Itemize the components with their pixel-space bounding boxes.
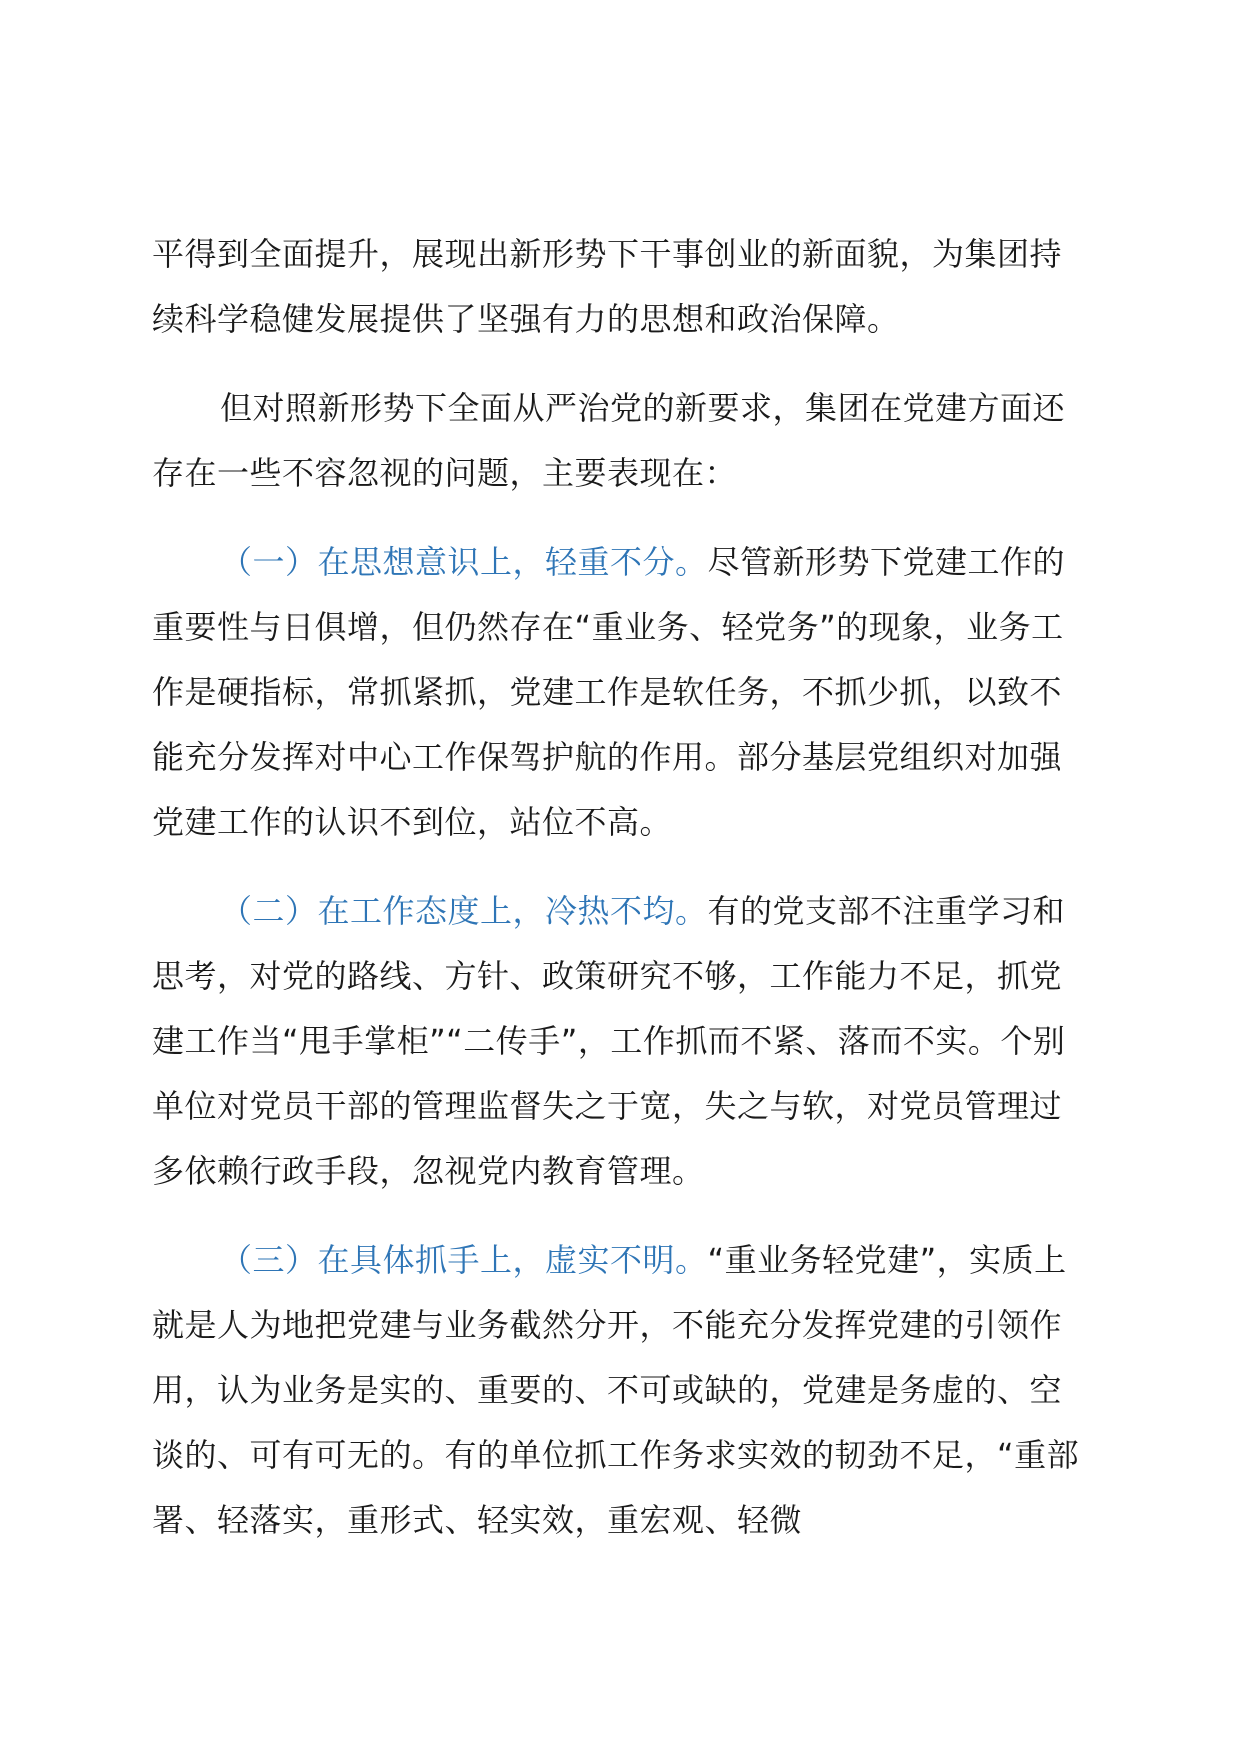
paragraph-section-1 xyxy=(152,530,1092,855)
paragraph-text: “重业务轻党建”，实质上就是人为地把党建与业务截然分开，不能充分发挥党建的引领作用，认为业务是实的、重要的、不可或缺的，党建是务虚的、空谈的、可有可无的。有的单位抓工作务求实效的韧劲不足，“重部署、轻落实，重形式、轻实效，重宏观、轻微 xyxy=(152,1241,1080,1539)
section-heading: （二）在工作态度上，冷热不均。 xyxy=(220,892,708,930)
paragraph-text: 平得到全面提升，展现出新形势下干事创业的新面貌，为集团持续科学稳健发展提供了坚强有力的思想和政治保障。 xyxy=(152,235,1063,338)
section-heading: （三）在具体抓手上，虚实不明。 xyxy=(220,1241,708,1279)
paragraph-section-2 xyxy=(152,879,1092,1204)
paragraph-continuation xyxy=(152,222,1092,352)
paragraph-text: 尽管新形势下党建工作的重要性与日俱增，但仍然存在“重业务、轻党务”的现象，业务工作是硬指标，常抓紧抓，党建工作是软任务，不抓少抓，以致不能充分发挥对中心工作保驾护航的作用。部分基层党组织对加强党建工作的认识不到位，站位不高。 xyxy=(152,543,1066,841)
document-page xyxy=(152,222,1092,1553)
paragraph-section-3 xyxy=(152,1228,1092,1553)
paragraph-text: 有的党支部不注重学习和思考，对党的路线、方针、政策研究不够，工作能力不足，抓党建工作当“甩手掌柜”“二传手”，工作抓而不紧、落而不实。个别单位对党员干部的管理监督失之于宽，失之与软，对党员管理过多依赖行政手段，忽视党内教育管理。 xyxy=(152,892,1066,1190)
paragraph-text: 但对照新形势下全面从严治党的新要求，集团在党建方面还存在一些不容忽视的问题，主要表现在： xyxy=(152,389,1066,492)
section-heading: （一）在思想意识上，轻重不分。 xyxy=(220,543,708,581)
paragraph-intro xyxy=(152,376,1092,506)
